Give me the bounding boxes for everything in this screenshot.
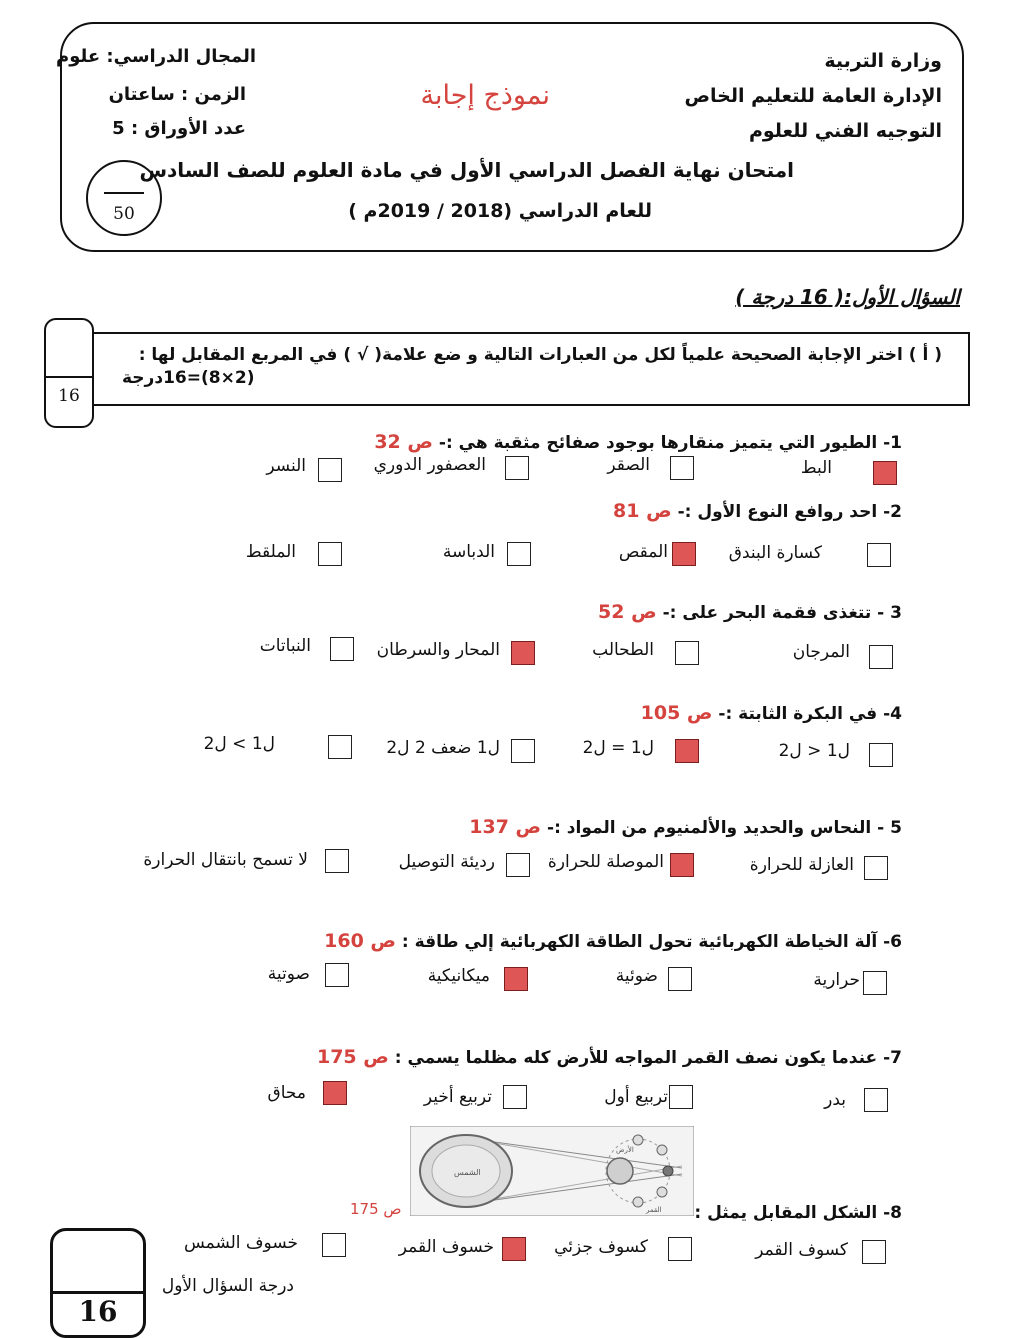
checkbox-2-d[interactable] xyxy=(318,542,342,566)
moon-phase xyxy=(657,1145,667,1155)
question-text: النحاس والحديد والألمنيوم من المواد :- xyxy=(547,818,872,838)
question-text: آلة الخياطة الكهربائية تحول الطاقة الكهربائية إلي طاقة : xyxy=(401,932,878,952)
option-3-d: النباتات xyxy=(259,636,311,656)
checkbox-4-b[interactable] xyxy=(675,739,699,763)
option-5-c: رديئة التوصيل xyxy=(398,852,495,872)
checkbox-7-a[interactable] xyxy=(864,1088,888,1112)
question-number: 1- xyxy=(883,433,902,453)
moon-phase xyxy=(633,1197,643,1207)
checkbox-8-d[interactable] xyxy=(322,1233,346,1257)
checkbox-5-b[interactable] xyxy=(670,853,694,877)
checkbox-2-a[interactable] xyxy=(867,543,891,567)
question-text: عندما يكون نصف القمر المواجه للأرض كله مظلما يسمي : xyxy=(394,1048,878,1068)
page-count: عدد الأوراق : 5 xyxy=(112,118,246,139)
option-5-b: الموصلة للحرارة xyxy=(547,852,664,872)
checkbox-8-b[interactable] xyxy=(668,1237,692,1261)
option-1-d: النسر xyxy=(266,456,306,476)
exam-title: امتحان نهاية الفصل الدراسي الأول في مادة العلوم للصف السادس xyxy=(139,158,794,182)
instruction-text: ( أ ) اختر الإجابة الصحيحة علمياً لكل من العبارات التالية و ضع علامة( √ ) في المربع المقابل لها : xyxy=(138,345,942,365)
option-8-c: خسوف القمر xyxy=(398,1237,494,1257)
page-reference: ص 105 xyxy=(640,702,713,724)
option-7-c: تربيع أخير xyxy=(423,1087,492,1107)
checkbox-4-d[interactable] xyxy=(328,735,352,759)
answer-model-title: نموذج إجابة xyxy=(420,80,550,111)
score-divider xyxy=(104,192,144,194)
question-4 xyxy=(641,702,902,724)
question-number: 7- xyxy=(883,1048,902,1068)
option-7-d: محاق xyxy=(267,1083,306,1103)
earth-label: الأرض xyxy=(616,1146,634,1154)
option-6-b: ضوئية xyxy=(615,966,658,986)
checkbox-4-c[interactable] xyxy=(511,739,535,763)
option-6-a: حرارية xyxy=(813,970,860,990)
option-5-a: العازلة للحرارة xyxy=(749,855,854,875)
academic-year: للعام الدراسي (2018 / 2019م ) xyxy=(348,200,652,222)
checkbox-2-b[interactable] xyxy=(672,542,696,566)
option-3-b: الطحالب xyxy=(592,640,654,660)
question-number: 3 - xyxy=(877,603,902,623)
checkbox-5-d[interactable] xyxy=(325,849,349,873)
option-2-c: الدباسة xyxy=(442,542,495,562)
moon-phase xyxy=(657,1187,667,1197)
ministry-name: وزارة التربية xyxy=(824,50,942,72)
score-box xyxy=(44,318,94,428)
question-5 xyxy=(469,816,902,838)
moon-label: القمر xyxy=(646,1206,662,1214)
checkbox-4-a[interactable] xyxy=(869,743,893,767)
checkbox-6-d[interactable] xyxy=(325,963,349,987)
option-4-c: ل1 ضعف 2 ل2 xyxy=(386,738,500,758)
checkbox-5-a[interactable] xyxy=(864,856,888,880)
question-score-label: درجة السؤال الأول xyxy=(161,1276,294,1296)
option-4-b: ل1 = ل2 xyxy=(582,738,654,758)
question-8 xyxy=(694,1203,902,1223)
option-2-b: المقص xyxy=(618,542,668,562)
question-score-box xyxy=(50,1228,146,1338)
checkbox-7-d[interactable] xyxy=(323,1081,347,1105)
option-8-a: كسوف القمر xyxy=(755,1240,848,1260)
question-1 xyxy=(374,431,902,453)
score-box-value: 16 xyxy=(58,386,80,406)
option-5-d: لا تسمح بانتقال الحرارة xyxy=(143,850,308,870)
checkbox-1-b[interactable] xyxy=(670,456,694,480)
moon-phase xyxy=(663,1166,673,1176)
option-4-d: ل1 > ل2 xyxy=(203,734,275,754)
checkbox-3-a[interactable] xyxy=(869,645,893,669)
question-number: 5 - xyxy=(877,818,902,838)
question-number: 6- xyxy=(883,932,902,952)
option-8-d: خسوف الشمس xyxy=(183,1233,298,1253)
checkbox-1-d[interactable] xyxy=(318,458,342,482)
checkbox-6-b[interactable] xyxy=(668,967,692,991)
option-1-c: العصفور الدوري xyxy=(373,455,486,475)
marks-formula: (2×8)=16درجة xyxy=(122,368,255,388)
question-6 xyxy=(324,930,902,952)
option-1-b: الصقر xyxy=(607,455,650,475)
study-field: المجال الدراسي: علوم xyxy=(56,46,256,67)
option-1-a: البط xyxy=(800,458,832,478)
question-score-divider xyxy=(53,1291,143,1294)
option-3-c: المحار والسرطان xyxy=(376,640,500,660)
checkbox-6-a[interactable] xyxy=(863,971,887,995)
question-3 xyxy=(598,601,902,623)
page-reference: ص 52 xyxy=(598,601,657,623)
guidance-name: التوجيه الفني للعلوم xyxy=(748,120,942,142)
question-score-value: 16 xyxy=(78,1295,118,1328)
total-score: 50 xyxy=(113,204,135,224)
earth-shape xyxy=(607,1158,633,1184)
question-text: تتغذى فقمة البحر على :- xyxy=(662,603,872,623)
moon-phase xyxy=(633,1135,643,1145)
question-text: احد روافع النوع الأول :- xyxy=(677,502,878,522)
option-4-a: ل1 < ل2 xyxy=(778,741,850,761)
question-number: 4- xyxy=(883,704,902,724)
department-name: الإدارة العامة للتعليم الخاص xyxy=(684,85,942,107)
page-reference: ص 175 xyxy=(350,1200,402,1218)
total-score-circle xyxy=(86,160,162,236)
checkbox-8-c[interactable] xyxy=(502,1237,526,1261)
page-reference: ص 160 xyxy=(324,930,396,952)
checkbox-5-c[interactable] xyxy=(506,853,530,877)
option-6-d: صوتية xyxy=(267,964,310,984)
checkbox-7-c[interactable] xyxy=(503,1085,527,1109)
question-text: الشكل المقابل يمثل : xyxy=(694,1203,878,1223)
question-2 xyxy=(613,500,902,522)
checkbox-7-b[interactable] xyxy=(669,1085,693,1109)
option-7-a: بدر xyxy=(824,1090,846,1110)
question-text: في البكرة الثابتة :- xyxy=(718,704,878,724)
checkbox-2-c[interactable] xyxy=(507,542,531,566)
option-3-a: المرجان xyxy=(792,642,850,662)
checkbox-3-b[interactable] xyxy=(675,641,699,665)
page-reference: ص 32 xyxy=(374,431,433,453)
option-2-d: الملقط xyxy=(245,542,296,562)
checkbox-6-c[interactable] xyxy=(504,967,528,991)
option-8-b: كسوف جزئي xyxy=(554,1237,648,1257)
question-number: 2- xyxy=(883,502,902,522)
checkbox-3-c[interactable] xyxy=(511,641,535,665)
score-box-divider xyxy=(46,376,92,378)
sun-label: الشمس xyxy=(454,1168,481,1177)
option-2-a: كسارة البندق xyxy=(728,543,822,563)
question-7 xyxy=(317,1046,902,1068)
checkbox-1-a[interactable] xyxy=(873,461,897,485)
checkbox-3-d[interactable] xyxy=(330,637,354,661)
checkbox-1-c[interactable] xyxy=(505,456,529,480)
option-6-c: ميكانيكية xyxy=(427,966,490,986)
page-reference: ص 137 xyxy=(469,816,542,838)
page-reference: ص 175 xyxy=(316,1046,389,1068)
question-title: السؤال الأول:( 16 درجة ) xyxy=(735,285,960,309)
question-number: 8- xyxy=(883,1203,902,1223)
checkbox-8-a[interactable] xyxy=(862,1240,886,1264)
exam-time: الزمن : ساعتان xyxy=(108,84,246,105)
eclipse-diagram xyxy=(410,1126,694,1216)
page-reference: ص 81 xyxy=(613,500,672,522)
question-text: الطيور التي يتميز منقارها بوجود صفائح مثقبة هي :- xyxy=(438,433,878,453)
option-7-b: تربيع أول xyxy=(604,1087,668,1107)
